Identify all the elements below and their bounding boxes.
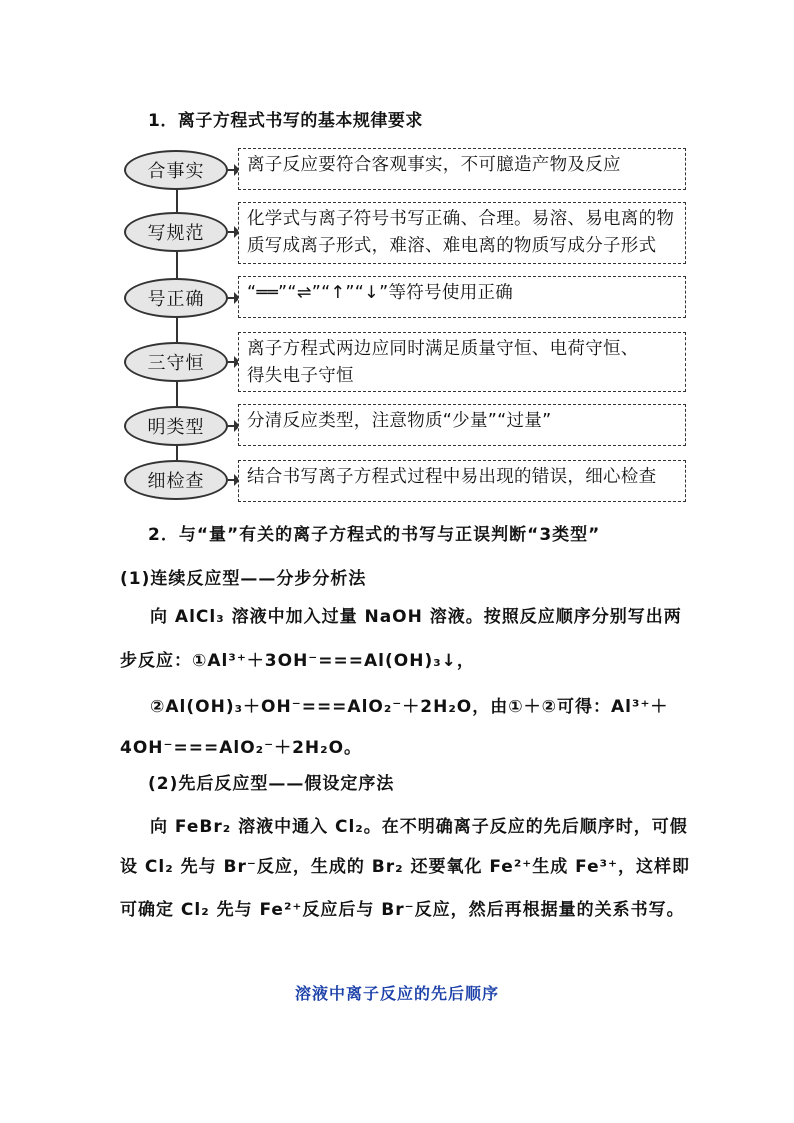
- connector: [228, 231, 238, 233]
- rule-text: 离子反应要符合客观事实，不可臆造产物及反应: [247, 155, 621, 175]
- rule-box-standard: [238, 202, 686, 264]
- connector: [228, 425, 238, 427]
- rules-diagram: [124, 142, 694, 506]
- paragraph-line: 向 FeBr₂ 溶液中通入 Cl₂。在不明确离子反应的先后顺序时，可假: [150, 817, 688, 837]
- subheading-continuous: (1)连续反应型——分步分析法: [120, 569, 367, 589]
- node-fact: 合事实: [124, 150, 228, 190]
- paragraph-line: 向 AlCl₃ 溶液中加入过量 NaOH 溶液。按照反应顺序分别写出两: [150, 607, 682, 627]
- paragraph-line: 步反应：①Al³⁺＋3OH⁻===Al(OH)₃↓，: [120, 651, 475, 671]
- section1-heading: 1．离子方程式书写的基本规律要求: [148, 111, 423, 131]
- rule-text: 分清反应类型，注意物质“少量”“过量”: [247, 411, 552, 431]
- subheading-sequential: (2)先后反应型——假设定序法: [148, 774, 395, 794]
- rule-text: 质写成离子形式，难溶、难电离的物质写成分子形式: [247, 236, 657, 256]
- rule-text: “══”“⇌”“↑”“↓”等符号使用正确: [247, 283, 514, 303]
- rule-text: 得失电子守恒: [247, 366, 354, 386]
- rule-box-fact: [238, 148, 686, 190]
- rule-box-check: [238, 460, 686, 502]
- rule-box-type: [238, 404, 686, 446]
- connector: [228, 361, 238, 363]
- section2-heading: 2．与“量”有关的离子方程式的书写与正误判断“3类型”: [148, 525, 601, 545]
- paragraph-line: 4OH⁻===AlO₂⁻＋2H₂O。: [120, 738, 363, 758]
- node-type: 明类型: [124, 406, 228, 446]
- connector: [228, 297, 238, 299]
- rule-text: 结合书写离子方程式过程中易出现的错误，细心检查: [247, 467, 657, 487]
- paragraph-line: ②Al(OH)₃＋OH⁻===AlO₂⁻＋2H₂O，由①＋②可得：Al³⁺＋: [150, 697, 669, 717]
- paragraph-line: 可确定 Cl₂ 先与 Fe²⁺反应后与 Br⁻反应，然后再根据量的关系书写。: [120, 900, 685, 920]
- node-standard: 写规范: [124, 212, 228, 252]
- connector: [228, 479, 238, 481]
- caption: 溶液中离子反应的先后顺序: [294, 984, 499, 1003]
- connector: [228, 169, 238, 171]
- node-check: 细检查: [124, 460, 228, 500]
- rule-box-symbols: [238, 276, 686, 318]
- node-symbols: 号正确: [124, 278, 228, 318]
- node-conservation: 三守恒: [124, 342, 228, 382]
- rule-text: 离子方程式两边应同时满足质量守恒、电荷守恒、: [247, 339, 639, 359]
- rule-text: 化学式与离子符号书写正确、合理。易溶、易电离的物: [247, 209, 675, 229]
- rule-box-conservation: [238, 332, 686, 392]
- paragraph-line: 设 Cl₂ 先与 Br⁻反应，生成的 Br₂ 还要氧化 Fe²⁺生成 Fe³⁺，这样即: [120, 857, 691, 877]
